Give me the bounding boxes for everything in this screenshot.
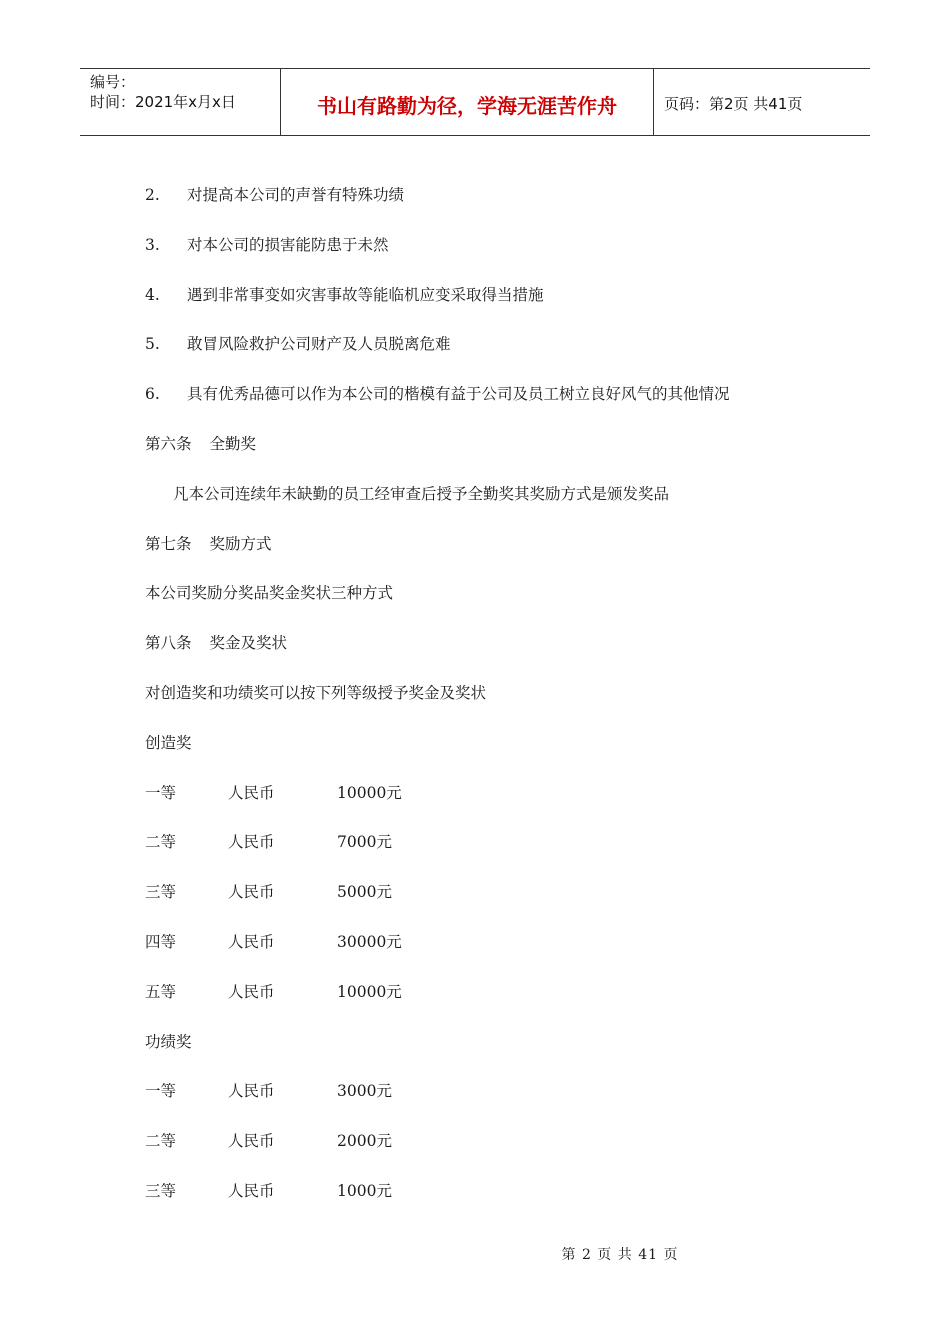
creation-award-label: 创造奖: [145, 733, 192, 752]
code-label: 编号：: [90, 73, 136, 91]
award-amount: 3000元: [337, 1082, 392, 1101]
item-text: 敢冒风险救护公司财产及人员脱离危难: [187, 335, 451, 354]
award-currency: 人民币: [228, 883, 275, 902]
award-row: [145, 877, 845, 927]
page-header: [80, 68, 870, 136]
award-row: [145, 927, 845, 977]
award-amount: 5000元: [337, 883, 392, 902]
award-currency: 人民币: [228, 833, 275, 852]
item-number: 4.: [145, 285, 160, 304]
award-grade: 三等: [145, 1181, 177, 1200]
award-amount: 10000元: [337, 982, 402, 1001]
award-currency: 人民币: [228, 932, 275, 951]
article-6-body: 凡本公司连续年未缺勤的员工经审查后授予全勤奖其奖励方式是颁发奖品: [173, 484, 670, 503]
article-name: 奖金及奖状: [209, 634, 288, 653]
award-row: [145, 977, 845, 1027]
item-text: 遇到非常事变如灾害事故等能临机应变采取得当措施: [187, 285, 544, 304]
article-8-body: 对创造奖和功绩奖可以按下列等级授予奖金及奖状: [145, 683, 487, 702]
award-amount: 7000元: [337, 833, 392, 852]
item-text: 对本公司的损害能防患于未然: [187, 235, 389, 254]
award-grade: 五等: [145, 982, 177, 1001]
award-amount: 2000元: [337, 1132, 392, 1151]
item-number: 5.: [145, 335, 160, 354]
list-item: [145, 180, 845, 230]
document-body: [145, 180, 845, 1226]
award-grade: 三等: [145, 883, 177, 902]
list-item: [145, 230, 845, 280]
item-number: 6.: [145, 385, 160, 404]
item-text: 对提高本公司的声誉有特殊功绩: [187, 186, 405, 204]
award-grade: 二等: [145, 833, 177, 852]
award-row: [145, 1076, 845, 1126]
award-amount: 1000元: [337, 1181, 392, 1200]
article-7-body: 本公司奖励分奖品奖金奖状三种方式: [145, 584, 394, 603]
header-page-info: 页码：第2页 共41页: [664, 94, 803, 113]
award-row: [145, 827, 845, 877]
article-title: 第七条: [145, 534, 192, 553]
award-currency: 人民币: [228, 982, 275, 1001]
list-item: [145, 379, 845, 429]
item-number: 3.: [145, 235, 160, 254]
header-motto: 书山有路勤为径，学海无涯苦作舟: [281, 69, 654, 135]
list-item: [145, 329, 845, 379]
award-row: [145, 1126, 845, 1176]
award-grade: 一等: [145, 1082, 177, 1101]
article-name: 奖励方式: [209, 534, 272, 553]
merit-award-label: 功绩奖: [145, 1032, 192, 1051]
award-grade: 一等: [145, 783, 177, 802]
award-grade: 二等: [145, 1132, 177, 1151]
time-label: 时间：2021年x月x日: [90, 93, 236, 111]
article-title: 第八条: [145, 634, 192, 653]
award-currency: 人民币: [228, 783, 275, 802]
article-name: 全勤奖: [209, 434, 257, 453]
award-amount: 30000元: [337, 932, 402, 951]
article-7-heading: [145, 529, 845, 579]
award-row: [145, 778, 845, 828]
item-text: 具有优秀品德可以作为本公司的楷模有益于公司及员工树立良好风气的其他情况: [187, 385, 730, 404]
award-row: [145, 1176, 845, 1226]
item-number: 2.: [145, 186, 160, 204]
award-amount: 10000元: [337, 783, 402, 802]
award-currency: 人民币: [228, 1132, 275, 1151]
list-item: [145, 280, 845, 330]
article-6-heading: [145, 429, 845, 479]
award-currency: 人民币: [228, 1181, 275, 1200]
award-currency: 人民币: [228, 1082, 275, 1101]
article-8-heading: [145, 628, 845, 678]
award-grade: 四等: [145, 932, 177, 951]
header-meta: [80, 69, 281, 135]
page-footer: 第 2 页 共 41 页: [561, 1247, 679, 1263]
article-title: 第六条: [145, 434, 192, 453]
